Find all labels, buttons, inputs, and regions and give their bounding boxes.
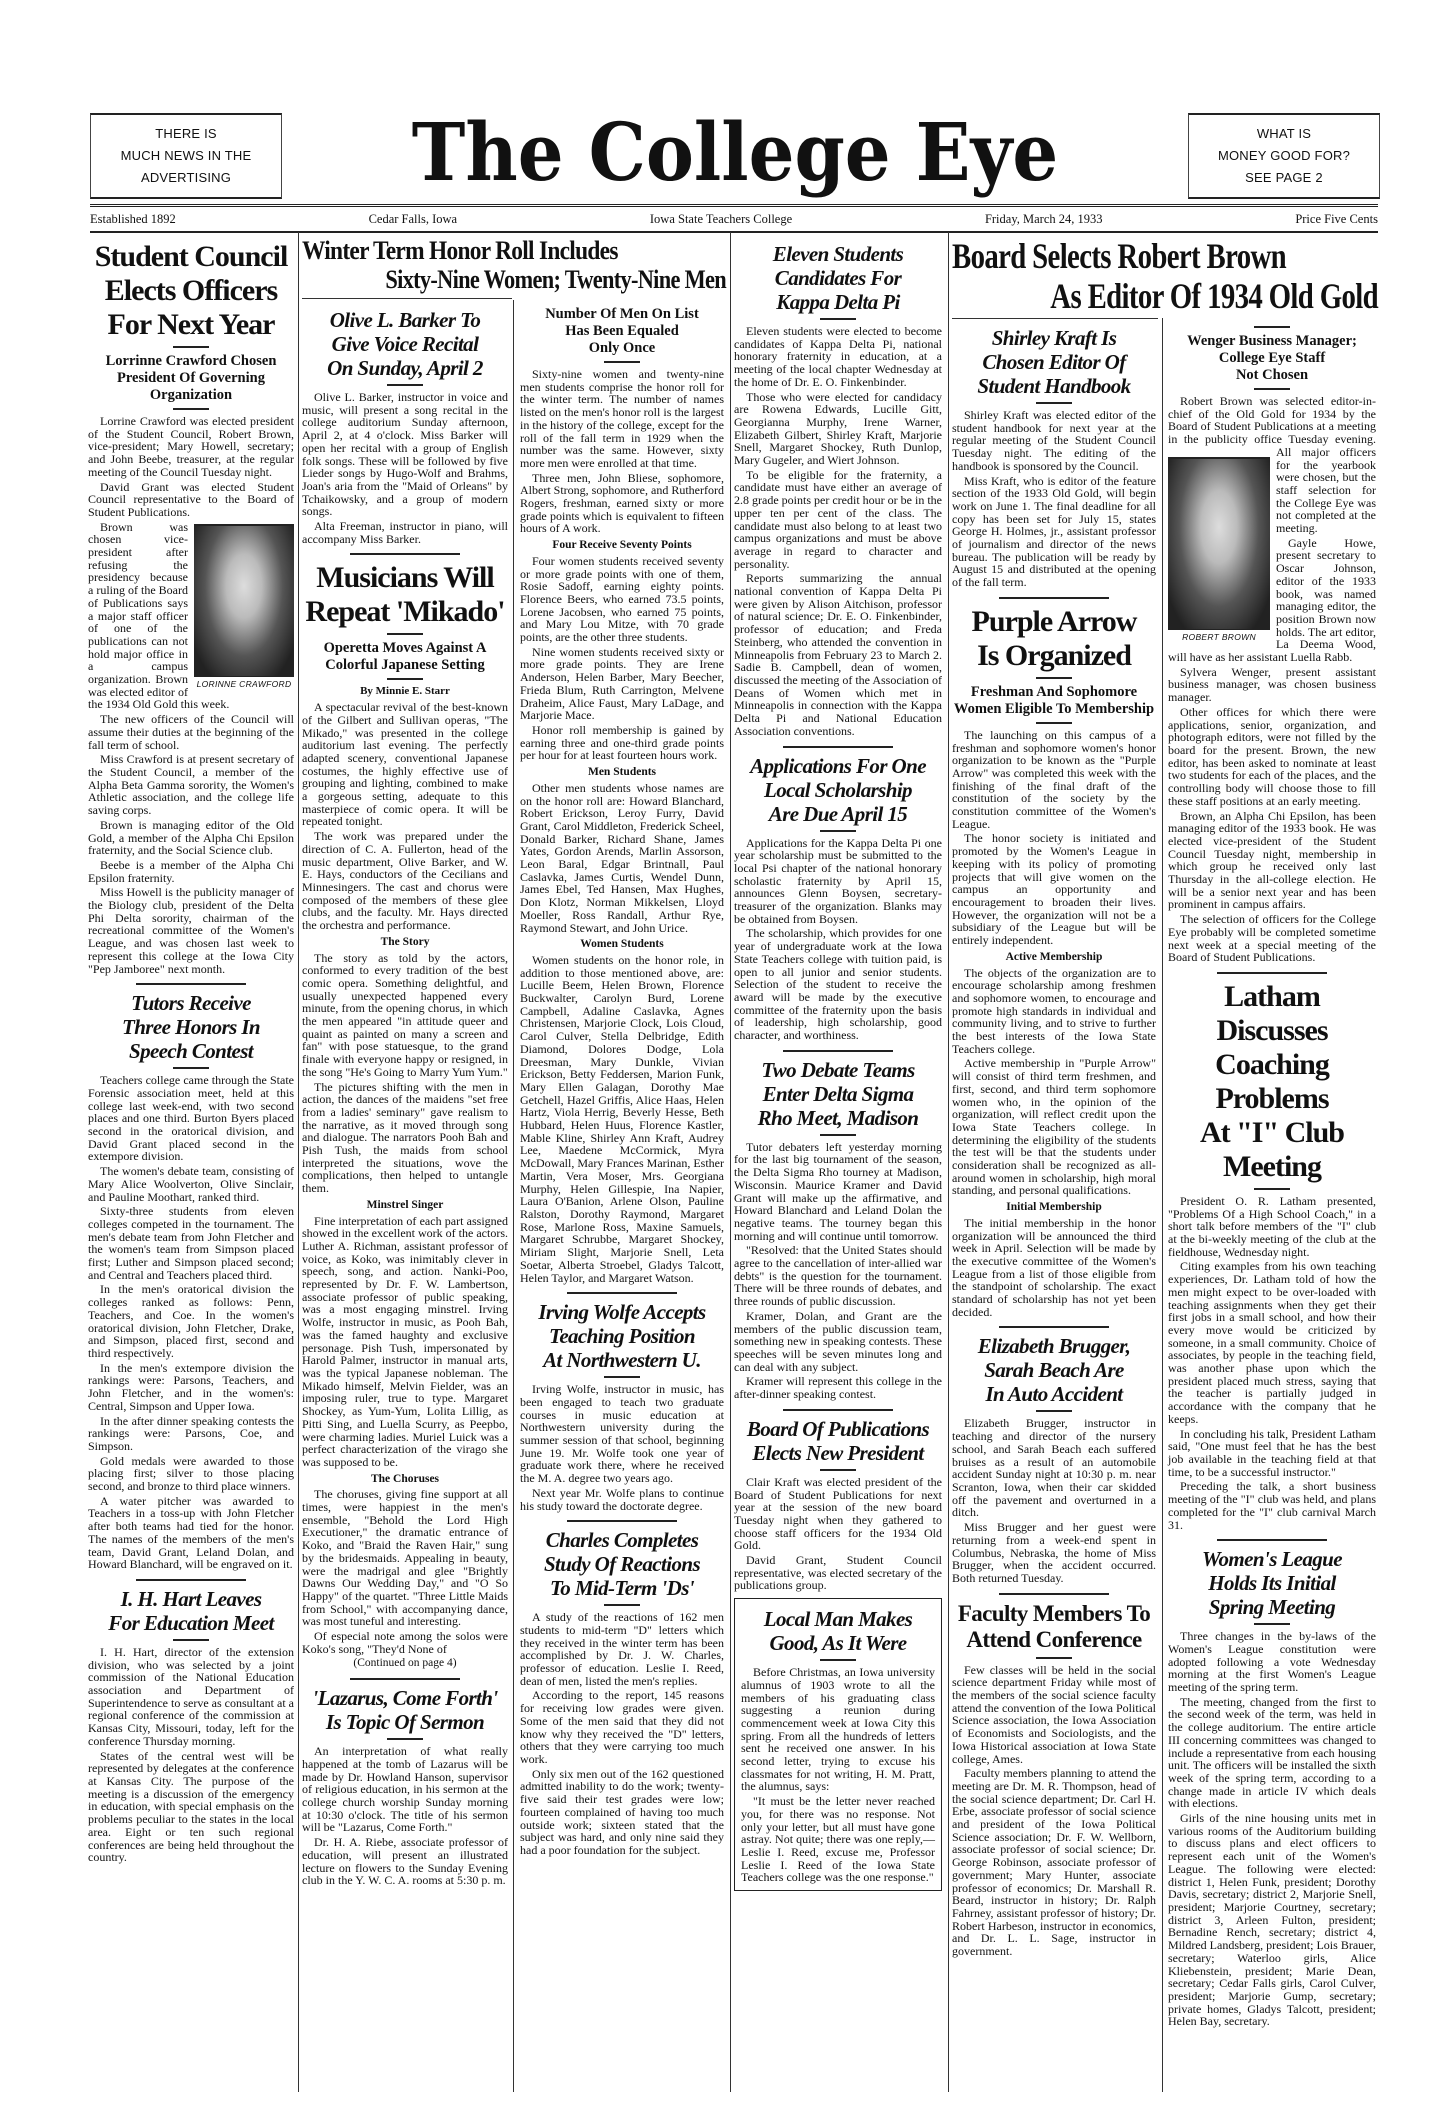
article-paragraph: Before Christmas, an Iowa university alumnus of 1903 wrote to all the members of his graduating class suggesting a reunion during commencement week at Iowa City this spring. From all the hundreds of letters sent he received one answer. In his second letter, trying to excuse his classmates for not writing, H. M. Pratt, the alumnus, says: (741, 1665, 935, 1794)
italic-headline: I. H. Hart Leaves For Education Meet (108, 1586, 274, 1635)
short-rule (173, 408, 209, 410)
article-separator (136, 983, 246, 985)
photo-image (194, 524, 294, 676)
article-separator (567, 1520, 677, 1522)
section-subhead: Four Receive Seventy Points (552, 539, 692, 552)
article-paragraph: Kramer, Dolan, and Grant are the members of the public discussion team, something new in speaking contests. These speeches will be seven minutes long and can deal with any subject. (734, 1308, 942, 1374)
short-rule (387, 384, 423, 386)
article-paragraph: Nine women students received sixty or more grade points. They are Irene Anderson, Helen Barber, Mary Beecher, Frieda Blum, Ruth Carrington, Melvene Draheim, Alice Faust, Mary LaDage, and Marjorie Mace. (520, 644, 724, 723)
article-separator (1217, 1539, 1327, 1541)
article-paragraph: An interpretation of what really happened at the tomb of Lazarus will be made by Dr. Howland Hanson, supervisor of religious education, in his sermon at the college church worship Sunday morning at 10:30 o'clock. The title of his sermon will be "Lazarus, Come Forth." (302, 1744, 508, 1835)
article-paragraph: Three changes in the by-laws of the Women's League constitution were adopted following a vote Wednesday morning at the first Women's League meeting of the spring term. (1168, 1629, 1376, 1695)
short-rule (604, 361, 640, 363)
column-2 (302, 304, 508, 1889)
article-paragraph: Miss Kraft, who is editor of the feature section of the 1933 Old Gold, will begin work on June 1. The final deadline for all copy has been set for July 15, states George H. Holmes, jr., assistant professor of journalism and director of the news bureau. The publication will be ready by August 15 and distributed at the opening of the fall term. (952, 473, 1156, 590)
subheadline: Wenger Business Manager; College Eye Staff Not Chosen (1187, 333, 1357, 383)
article-paragraph: Elizabeth Brugger, instructor in teaching and director of the nursery school, and Sarah Beach each suffered bruises as a result of an automobile accident Sunday night at 10:30 p. m. near Scranton, Iowa, when their car skidded off the pavement and overturned in a ditch. (952, 1416, 1156, 1520)
section-rule (302, 298, 512, 299)
article-paragraph: The launching on this campus of a freshman and sophomore women's honor organization to be known as the "Purple Arrow" was completed this week with the finishing of the final draft of the constitution of the society by the constitution committee of the Women's League. (952, 727, 1156, 831)
article-paragraph: Olive L. Barker, instructor in voice and music, will present a song recital in the college auditorium Sunday afternoon, April 2, at 4 o'clock. Miss Barker will open her recital with a group of English folk songs. These will be followed by five Lieder songs by Hugo-Wolf and Brahms, Joan's aria from the "Maid of Orleans" by Tchaikowsky, and a group of modern songs. (302, 390, 508, 519)
column-rule (948, 232, 949, 2092)
photo-caption: ROBERT BROWN (1168, 629, 1270, 644)
short-rule (387, 1738, 423, 1740)
ear-line: MONEY GOOD FOR? (1217, 148, 1351, 163)
article-paragraph: The meeting, changed from the first to the second week of the term, was held in the college auditorium. The entire article III concerning committees was changed to include a representative from each housing unit. The officers will be installed the sixth week of the spring term, according to a change made in article IV which deals with elections. (1168, 1694, 1376, 1811)
short-rule (387, 633, 423, 635)
article-paragraph: David Grant was elected Student Council representative to the Board of Student Publications. (88, 479, 294, 519)
subheadline: Lorrinne Crawford Chosen President Of Governing Organization (105, 353, 277, 403)
article-separator (567, 1292, 677, 1294)
photo-caption: LORINNE CRAWFORD (194, 676, 294, 691)
section-subhead: Initial Membership (1006, 1201, 1102, 1214)
article-paragraph: Gold medals were awarded to those placing first; silver to those placing second, and bronze to third place winners. (88, 1453, 294, 1494)
article-paragraph: Girls of the nine housing units met in various rooms of the Auditorium building to discuss plans and elect officers to represent each unit of the Women's League. The following were elected: district 1, Helen Funk, president; Dorothy Davis, secretary; district 2, Marjorie Snell, president; Marjorie Courtney, secretary; district 3, Arleen Fulton, president; Bernadine Rench, secretary; district 4, Mildred Landsberg, president; Lois Brauer, secretary; Waterloo girls, Alice Kliebenstein, president; Marie Dean, secretary; Cedar Falls girls, Carol Culver, president; Marjorie Gump, secretary; private homes, Gladys Talcott, president; Helen Bay, secretary. (1168, 1811, 1376, 2029)
article-paragraph: Clair Kraft was elected president of the Board of Student Publications for next year at the session of the new board Tuesday night when they gathered to choose staff officers for the 1934 Old Gold. (734, 1474, 942, 1553)
article-paragraph: Fine interpretation of each part assigned showed in the excellent work of the actors. Luther A. Richman, assistant professor of voice, as Koko, was inimitably clever in speech, song, and action. Nanki-Poo, represented by Dr. F. W. Lambertson, associate professor of public speaking, was a most engaging minstrel. Irving Wolfe, instructor in music, as Pooh Bah, was the famed haughty and exclusive personage. Pish Tush, impersonated by Harold Palmer, instructor in manual arts, was the typical Japanese nobleman. The Mikado himself, Melvin Fielder, was an imposing ruler, true to type. Margaret Shockey, as Yum-Yum, Lolita Lillig, as Pitti Sing, and Luella Scurry, as Peepbo, were charming ladies. Muriel Luick was a perfect characterization of the virago she was supposed to be. (302, 1213, 508, 1469)
article-paragraph: Shirley Kraft was elected editor of the student handbook for next year at the regular meeting of the Student Council Tuesday night. The editing of the handbook is sponsored by the Council. (952, 408, 1156, 473)
headline-line: Board Selects Robert Brown (952, 236, 1286, 276)
ear-line: WHAT IS (1256, 126, 1312, 141)
article-paragraph: Miss Brugger and her guest were returning from a week-end spent in Columbus, Nebraska, the home of Miss Brugger, when the accident occurred. Both returned Tuesday. (952, 1520, 1156, 1585)
article-paragraph: Teachers college came through the State Forensic association meet, held at this college last week-end, with two second places and one third. Burton Byers placed second in the oratorical division, and David Grant placed second in the extempore division. (88, 1073, 294, 1164)
short-rule (1036, 677, 1072, 679)
right-ear-box (1188, 113, 1380, 199)
article-paragraph: The honor society is initiated and promoted by the Women's League in keeping with its policy of promoting projects that will give women on the campus an opportunity and encouragement to broaden their lives. However, the organization will not be a subsidiary of the League but will be entirely independent. (952, 831, 1156, 948)
article-paragraph: Brown, an Alpha Chi Epsilon, has been managing editor of the 1933 book. He was elected vice-president of the Student Council Tuesday night, membership in which group he received only last Thursday in the all-college election. He will be a senior next year and has been prominent in campus affairs. (1168, 808, 1376, 912)
article-paragraph: A water pitcher was awarded to Teachers in a toss-up with John Fletcher after both teams had tied for the honor. The names of the members of the men's team, David Grant, Leland Dolan, and Howard Blanchard, will be engraved on it. (88, 1493, 294, 1572)
article-paragraph: The women's debate team, consisting of Mary Alice Woolverton, Olive Sinclair, and Pauline Moothart, ranked third. (88, 1164, 294, 1204)
newspaper-nameplate: The College Eye (411, 105, 1059, 199)
short-rule (820, 318, 856, 320)
short-rule (604, 1604, 640, 1606)
column-rule (513, 300, 514, 2092)
article-paragraph: Only six men out of the 162 questioned admitted inability to do the work; twenty-five said their test grades were low; fourteen complained of having too much outside work; sixteen stated that the subject was hard, and only nine said they had a poor foundation for the subject. (520, 1766, 724, 1857)
short-rule (1254, 1623, 1290, 1625)
article-paragraph: In the men's oratorical division the colleges ranked as follows: Penn, Teachers, and Coe. In the women's oratorical division, John Fletcher, Drake, and Simpson, placed first, second and third respectively. (88, 1282, 294, 1360)
article-paragraph: "Resolved: that the United States should agree to the cancellation of inter-allied war debts" is the question for the tournament. There will be three rounds of debates, and three rounds of public discussion. (734, 1243, 942, 1309)
boxed-article (734, 1598, 942, 1891)
italic-headline: Shirley Kraft Is Chosen Editor Of Student Handbook (977, 326, 1131, 398)
short-rule (1036, 1657, 1072, 1659)
article-paragraph: The scholarship, which provides for one year of undergraduate work at the Iowa State Teachers college with tuition paid, is open to all junior and senior students. Selection of the student to receive the award will be made by the executive committee of the fraternity upon the basis of leadership, high scholarship, good character, and worthiness. (734, 926, 942, 1043)
article-paragraph: Faculty members planning to attend the meeting are Dr. M. R. Thompson, head of the social science department; Dr. Carl H. Erbe, associate professor of social science and president of the Iowa Political Science association; Dr. F. W. Wellborn, associate professor of social science; Dr. George Robinson, associate professor of government; Mary Hunter, associate professor of economics; Dr. Marshall R. Beard, instructor in history; Dr. Ralph Fahrney, assistant professor of history; Dr. Robert Harbeson, instructor in economics, and Dr. L. L. Sage, instructor in government. (952, 1766, 1156, 1959)
italic-headline: 'Lazarus, Come Forth' Is Topic Of Sermon (312, 1686, 498, 1735)
section-subhead: Women Students (580, 938, 664, 951)
subheadline: Freshman And Sophomore Women Eligible To Membership (953, 683, 1155, 717)
italic-headline: Olive L. Barker To Give Voice Recital On Sunday, April 2 (327, 308, 483, 380)
article-paragraph: Miss Howell is the publicity manager of the Biology club, president of the Delta Phi Delta sorority, chairman of the recreational committee of the Women's League, and was chosen last week to represent this college at the Iowa City "Pep Jamboree" next month. (88, 885, 294, 976)
ear-line: MUCH NEWS IN THE (120, 148, 252, 163)
article-paragraph: Gayle Howe, present secretary to Oscar Johnson, editor of the 1933 book, was named managing editor, the position Brown now holds. The art editor, La Deema Wood, will have as her assistant Luella Rabb. (1168, 535, 1376, 665)
short-rule (1036, 402, 1072, 404)
article-paragraph: Kramer will represent this college in the after-dinner speaking contest. (734, 1374, 942, 1402)
article-paragraph: Those who were elected for candidacy are Rowena Edwards, Lucille Gitt, Georgianna Murphy, Irene Warner, Elizabeth Gilbert, Shirley Kraft, Marjorie Snell, Margaret Shockey, Ruth Dunlop, Mary Gugeler, and Wiert Johnson. (734, 389, 942, 468)
article-paragraph: A study of the reactions of 162 men students to mid-term "D" letters which they received in the winter term has been accomplished by Dr. J. W. Charles, professor of education. Leslie I. Reed, dean of men, listed the men's replies. (520, 1610, 724, 1688)
italic-headline: Applications For One Local Scholarship Are Due April 15 (750, 753, 926, 826)
short-rule (1036, 1410, 1072, 1412)
issue-date: Friday, March 24, 1933 (984, 211, 1103, 226)
short-rule (1254, 388, 1290, 390)
italic-headline: Two Debate Teams Enter Delta Sigma Rho Meet, Madison (757, 1057, 919, 1130)
article-paragraph: Eleven students were elected to become candidates of Kappa Delta Pi, national honorary fraternity in education, at a meeting of the local chapter Wednesday at the home of Dr. E. O. Finkenbinder. (734, 324, 942, 389)
article-paragraph: Brown is managing editor of the Old Gold, a member of the Alpha Chi Epsilon fraternity, and the Social Science club. (88, 817, 294, 858)
dateline-bar (90, 204, 1378, 233)
article-paragraph: Three men, John Bliese, sophomore, Albert Strong, sophomore, and Rutherford Rogers, freshman, earned sixty or more grade points which is equivalent to fifteen hours of A work. (520, 470, 724, 536)
short-rule (820, 1469, 856, 1471)
article-paragraph: Alta Freeman, instructor in piano, will accompany Miss Barker. (302, 519, 508, 546)
article-separator (999, 1593, 1109, 1595)
article-separator (783, 1050, 893, 1052)
article-paragraph: Reports summarizing the annual national convention of Kappa Delta Pi were given by Alison Aitchison, professor of natural science; Dr. E. O. Finkenbinder, professor of education; and Freda Steinberg, who attended the convention in Minneapolis from February 23 to March 2. Sadie B. Campbell, dean of women, discussed the meeting of the Association of Deans of Women which met in Minneapolis in connection with the Kappa Delta Pi and National Education Association conventions. (734, 571, 942, 738)
ear-line: SEE PAGE 2 (1245, 170, 1323, 185)
article-paragraph: Irving Wolfe, instructor in music, has been engaged to teach two graduate courses in music education at Northwestern university during the summer session of that school, beginning June 19. Mr. Wolfe took one year of graduate work there, where he received the M. A. degree two years ago. (520, 1382, 724, 1486)
italic-headline: Irving Wolfe Accepts Teaching Position At Northwestern U. (538, 1300, 706, 1373)
section-subhead: Men Students (587, 766, 657, 779)
subheadline: Operetta Moves Against A Colorful Japanese Setting (323, 640, 487, 674)
article-paragraph: I. H. Hart, director of the extension division, who was selected by a joint commission of the National Education association and Department of Superintendence to serve as consultant at a regional conference of the commission at Kansas City, Missouri, today, left for the conference Thursday morning. (88, 1644, 294, 1748)
article-paragraph: The choruses, giving fine support at all times, were happiest in the men's ensemble, "Behold the Lord High Executioner," the dramatic entrance of Koko, and "Braid the Raven Hair," sung by the bridesmaids. Appealing in beauty, were the madrigal and glee "Brightly Dawns Our Wedding Day," and "O So Happy" of the quartet. "Three Little Maids from School," with accompanying dance, was most tuneful and interesting. (302, 1487, 508, 1629)
column-6 (1168, 322, 1376, 2030)
portrait-photo (194, 524, 294, 691)
article-separator (999, 597, 1109, 599)
article-paragraph: Sylvera Wenger, present assistant business manager, was chosen business manager. (1168, 664, 1376, 705)
italic-headline: Women's League Holds Its Initial Spring Meeting (1202, 1547, 1342, 1620)
article-paragraph: Beebe is a member of the Alpha Chi Epsilon fraternity. (88, 857, 294, 885)
italic-headline: Charles Completes Study Of Reactions To Mid-Term 'Ds' (543, 1528, 701, 1601)
article-paragraph: Honor roll membership is gained by earning three and one-third grade points per hour for at least fourteen hours work. (520, 722, 724, 763)
article-paragraph: The pictures shifting with the men in action, the dances of the maidens "set free from a ladies' seminary" gave realism to the narrative, as it moved through song and dialogue. The narrators Pooh Bah and Pish Tush, the maids from school interpreted the situations, wove the complications, then helped to untangle them. (302, 1079, 508, 1196)
ear-line: ADVERTISING (140, 170, 232, 185)
article-paragraph: Other men students whose names are on the honor roll are: Howard Blanchard, Robert Erickson, Leroy Furry, David Grant, Carol Middleton, Frederick Scheel, Donald Barker, Richard Shane, James Yates, Gordon Arends, Marlin Assorson, Leon Baral, Edgar Brintnall, Paul Caslavka, James Curtis, Wendel Dunn, James Ebel, Ted Hansen, Max Hughes, Don Klotz, Norman Mikkelsen, Lloyd Moeller, Ross Randall, Arthur Rye, Raymond Stewart, and John Urice. (520, 780, 724, 935)
headline-line: As Editor Of 1934 Old Gold (1050, 276, 1378, 316)
article-separator (783, 1409, 893, 1411)
section-subhead: The Story (380, 935, 430, 948)
short-rule (820, 1134, 856, 1136)
column-3 (520, 304, 724, 1859)
column-1 (88, 238, 294, 1866)
short-rule (173, 1639, 209, 1641)
city: Cedar Falls, Iowa (368, 211, 458, 226)
article-paragraph: According to the report, 145 reasons for receiving low grades were given. Some of the men said that they did not know why they received the "D" letters, others that they were carrying too much work. (520, 1688, 724, 1766)
left-ear-box (90, 113, 282, 199)
short-rule (1254, 326, 1290, 328)
column-rule (730, 232, 731, 2092)
headline-line: Winter Term Honor Roll Includes (302, 236, 618, 265)
article-paragraph: Four women students received seventy or more grade points with one of them, Rosie Sadoff, earning eighty points. Florence Beers, who earned 73.5 points, Lorene Jacobsen, who earned 75 points, and Mary Lou Mitze, with 70 grade points, are the other three students. (520, 553, 724, 645)
article-paragraph: The objects of the organization are to encourage scholarship among freshmen and sophomore women, to encourage and promote high standards in individual and community living, and to strive to further the best interests of the Iowa State Teachers college. (952, 965, 1156, 1056)
article-paragraph: Active membership in "Purple Arrow" will consist of third term freshmen, and first, second, and third term sophomore women who, in the opinion of the organization, will reflect credit upon the Iowa State Teachers college. In determining the eligibility of the students the test will be that the students under consideration shall be recognized as all-around women in scholarship, high moral standing, and personal qualifications. (952, 1056, 1156, 1198)
honor-roll-headline (302, 236, 726, 294)
short-rule (1254, 1188, 1290, 1190)
italic-headline: Board Of Publications Elects New President (746, 1416, 930, 1465)
article-paragraph: The selection of officers for the College Eye probably will be completed sometime next week at a special meeting of the Board of Student Publications. (1168, 912, 1376, 965)
headline: Faculty Members To Attend Conference (957, 1600, 1151, 1652)
article-separator (350, 553, 460, 555)
article-paragraph: David Grant, Student Council representative, was elected secretary of the publications group. (734, 1553, 942, 1593)
article-paragraph: Citing examples from his own teaching experiences, Dr. Latham told of how the men might expect to be over-loaded with teaching assignments when they get their first jobs in a small school, and how their every move would be criticized by someone, in a small community. Choice of associates, by people in the teaching field, was another phase upon which the president placed much stress, saying that the teacher is partially judged in accordance with the company that he keeps. (1168, 1259, 1376, 1426)
article-separator (999, 1326, 1109, 1328)
article-paragraph: The initial membership in the honor organization will be announced the third week in April. Selection will be made by the executive committee of the Women's League from a list of those eligible from the standpoint of scholarship. The exact standard of scholarship has not yet been decided. (952, 1215, 1156, 1319)
column-rule (1162, 318, 1163, 2092)
portrait-photo (1168, 457, 1270, 644)
short-rule (604, 1376, 640, 1378)
article-paragraph: Few classes will be held in the social science department Friday while most of the members of the social science faculty attend the convention of the Iowa Political Science association, the Iowa Association of Economists and Sociologists, and the Iowa Historical association at Iowa State college, Ames. (952, 1662, 1156, 1766)
article-separator (783, 746, 893, 748)
article-paragraph: President O. R. Latham presented, "Problems Of a High School Coach," in a short talk before members of the "I" club at the bi-weekly meeting of the club at the fieldhouse, Wednesday night. (1168, 1193, 1376, 1259)
italic-headline: Tutors Receive Three Honors In Speech Contest (121, 991, 261, 1064)
school: Iowa State Teachers College (649, 211, 793, 226)
short-rule (387, 678, 423, 680)
article-paragraph: Brown was chosen vice-president after refusing the presidency because a ruling of the Board of Publications says a major staff officer of one of the publications can not hold major office in a campus organization. Brown was elected editor of the 1934 Old Gold this week. (88, 519, 230, 712)
article-paragraph: Other offices for which there were applications, senior, organization, and photograph editors, were not filled by the board for the present. Brown, the new editor, has been asked to nominate at least two students for each of the places, and the controlling body will choose those to fill these staff positions at an early meeting. (1168, 704, 1376, 808)
italic-headline: Elizabeth Brugger, Sarah Beach Are In Auto Accident (977, 1334, 1131, 1407)
article-paragraph: Lorrine Crawford was elected president of the Student Council, Robert Brown, vice-president; Mary Howell, secretary; and John Beebe, treasurer, at the regular meeting of the Council Tuesday night. (88, 414, 294, 479)
headline-line: Sixty-Nine Women; Twenty-Nine Men (385, 265, 726, 294)
article-separator (350, 1678, 460, 1680)
ear-line: THERE IS (155, 126, 217, 141)
board-selects-headline (952, 236, 1378, 316)
short-rule (173, 1067, 209, 1069)
established: Established 1892 (90, 211, 176, 226)
column-rule (298, 232, 299, 2092)
article-paragraph: In the men's extempore division the rankings were: Parsons, Teachers, and John Fletcher, and in the women's: Central, Simpson and Upper Iowa. (88, 1360, 294, 1413)
article-paragraph: "It must be the letter never reached you, for there was no response. Not only your letter, but all must have gone astray. Not quite; there was one reply,—Leslie I. Reed, excuse me, Professor Leslie I. Reed of the Iowa State Teachers college was the one response." (741, 1794, 935, 1885)
section-subhead: The Choruses (370, 1472, 440, 1485)
short-rule (820, 830, 856, 832)
short-rule (820, 1659, 856, 1661)
article-paragraph: A spectacular revival of the best-known of the Gilbert and Sullivan operas, "The Mikado," was presented in the college auditorium last evening. The perfectly adapted scenery, conventional Japanese costumes, the highly effective use of grouping and lighting, combined to make a gorgeous setting, adequate to this masterpiece of comic opera. It will be repeated tonight. (302, 700, 508, 829)
article-paragraph: The story as told by the actors, conformed to every tradition of the best comic opera. Something delightful, and usually unexpected happened every minute, from the opening chorus, in which the men appeared "in attitude queer and quaint as painted on many a screen and fan" with pose statuesque, to the grand finale with everyone happy or resigned, in the song "He's Going to Marry Yum Yum." (302, 950, 508, 1079)
short-rule (173, 346, 209, 348)
article-paragraph: Tutor debaters left yesterday morning for the last big tournament of the season, the Delta Sigma Rho tourney at Madison, Wisconsin. Maurice Kramer and David Grant will make up the affirmative, and Howard Blanchard and Leland Dolan the negative teams. The tourney began this morning and will continue until tomorrow. (734, 1139, 942, 1243)
article-paragraph: Applications for the Kappa Delta Pi one year scholarship must be submitted to the local Psi chapter of the national honorary scholastic fraternity by April 15, announces Glenn Boysen, secretary-treasurer of the organization. Blanks may be obtained from Boysen. (734, 835, 942, 926)
italic-headline: Eleven Students Candidates For Kappa Delta Pi (772, 242, 904, 314)
headline: Purple Arrow Is Organized (971, 604, 1137, 672)
article-paragraph: In the after dinner speaking contests the rankings were: Parsons, Coe, and Simpson. (88, 1413, 294, 1453)
section-subhead: Active Membership (1005, 950, 1103, 963)
article-separator (1217, 972, 1327, 974)
article-paragraph: States of the central west will be represented by delegates at the conference at Kansas City. The purpose of the meeting is a discussion of the emergency in education, with special emphasis on the problems peculiar to the states in the local area. Eight or ten such regional conferences are being held throughout the country. (88, 1748, 294, 1865)
headline: Latham Discusses Coaching Problems At "I" Club Meeting (1199, 979, 1344, 1183)
article-paragraph: Women students on the honor role, in addition to those mentioned above, are: Lucille Beem, Helen Brown, Florence Buckwalter, Carolyn Burd, Lorene Campbell, Adaline Caslavka, Agnes Christensen, Marjorie Clock, Lois Cloud, Carol Culver, Stella Delbridge, Edith Diamond, Dolores Dodge, Lola Dreesman, Mary Dunkle, Vivian Erickson, Betty Feddersen, Marion Funk, Mary Ellen Galagan, Dorothy Mae Getchell, Hazel Griffis, Alice Haas, Helen Hartz, Viola Herrig, Beverly Hesse, Beth Hubbard, Helen Huus, Florence Kastler, Mable Kline, Shirley Ann Kraft, Audrey Lee, Maedene McCormick, Myra McDowall, Mary Frances Marinan, Esther Martin, Vera Moser, Mrs. Georgiana Murphy, Helen Gillespie, Ina Napier, Laura O'Banion, Arlene Olson, Pauline Ralston, Dorothy Raymond, Margaret Rose, Marlone Ross, Maxine Samuels, Margaret Schrubbe, Margaret Shockey, Miriam Slight, Marjorie Snell, Leta Soetar, Alberta Stroebel, Gladys Talcott, Helen Taylor, and Margaret Watson. (520, 952, 724, 1285)
column-4 (734, 238, 942, 1891)
article-paragraph: Preceding the talk, a short business meeting of the "I" club was held, and plans completed for the "I" club carnival March 31. (1168, 1479, 1376, 1532)
article-paragraph: Of especial note among the solos were Koko's song, "They'd None of (302, 1629, 508, 1656)
headline: Student Council Elects Officers For Next Year (94, 240, 288, 341)
headline: Musicians Will Repeat 'Mikado' (305, 561, 505, 629)
section-subhead: Minstrel Singer (366, 1198, 444, 1211)
section-rule (952, 318, 1158, 319)
article-paragraph: Sixty-nine women and twenty-nine men students comprise the honor roll for the winter term. The number of names listed on the men's honor roll is the largest in the history of the college, except for the roll of the fall term in 1929 when the number was the same. However, sixty more men were enrolled at that time. (520, 367, 724, 470)
photo-image (1168, 457, 1270, 629)
article-separator (136, 1579, 246, 1581)
byline: By Minnie E. Starr (360, 685, 450, 698)
article-paragraph: Robert Brown was selected editor-in-chief of the Old Gold for 1934 by the Board of Student Publications at a meeting in the publicity office Tuesday evening. All major officers for the yearbook were chosen, but the staff selection for the College Eye was not completed at the meeting. (1168, 394, 1376, 536)
article-paragraph: Dr. H. A. Riebe, associate professor of education, will present an illustrated lecture on flowers to the Sunday Evening club in the Y. W. C. A. rooms at 5:30 p. m. (302, 1835, 508, 1888)
italic-headline: Local Man Makes Good, As It Were (763, 1607, 913, 1656)
article-paragraph: To be eligible for the fraternity, a candidate must have either an average of 2.8 grade points per credit hour or be in the upper ten per cent of the class. The candidate must also belong to at least two campus organizations and must be above average in regard to character and personality. (734, 467, 942, 571)
short-rule (1036, 722, 1072, 724)
article-paragraph: Miss Crawford is at present secretary of the Student Council, a member of the Alpha Beta Gamma sorority, the Women's Athletic association, and the college life saving corps. (88, 752, 294, 818)
article-paragraph: Sixty-three students from eleven colleges competed in the tournament. The men's debate team from John Fletcher and the women's team from Simpson placed first; Luther and Simpson placed second; and Central and Teachers placed third. (88, 1204, 294, 1282)
article-paragraph: The work was prepared under the direction of C. A. Fullerton, head of the music department, Olive Barker, and W. E. Hays, conductors of the Cecilians and Minnesingers. The cast and chorus were composed of the members of these glee clubs, and the faculty. Mr. Hays directed the orchestra and performance. (302, 829, 508, 933)
article-paragraph: Next year Mr. Wolfe plans to continue his study toward the doctorate degree. (520, 1485, 724, 1513)
column-5 (952, 322, 1156, 1960)
price: Price Five Cents (1295, 211, 1378, 226)
article-paragraph: The new officers of the Council will assume their duties at the beginning of the fall term of school. (88, 712, 294, 752)
subheadline: Number Of Men On List Has Been Equaled Only Once (545, 306, 699, 356)
article-paragraph: In concluding his talk, President Latham said, "One must feel that he has the best job available in the teaching field at that time, to be a successful instructor." (1168, 1426, 1376, 1479)
continued-note: (Continued on page 4) (353, 1657, 457, 1670)
